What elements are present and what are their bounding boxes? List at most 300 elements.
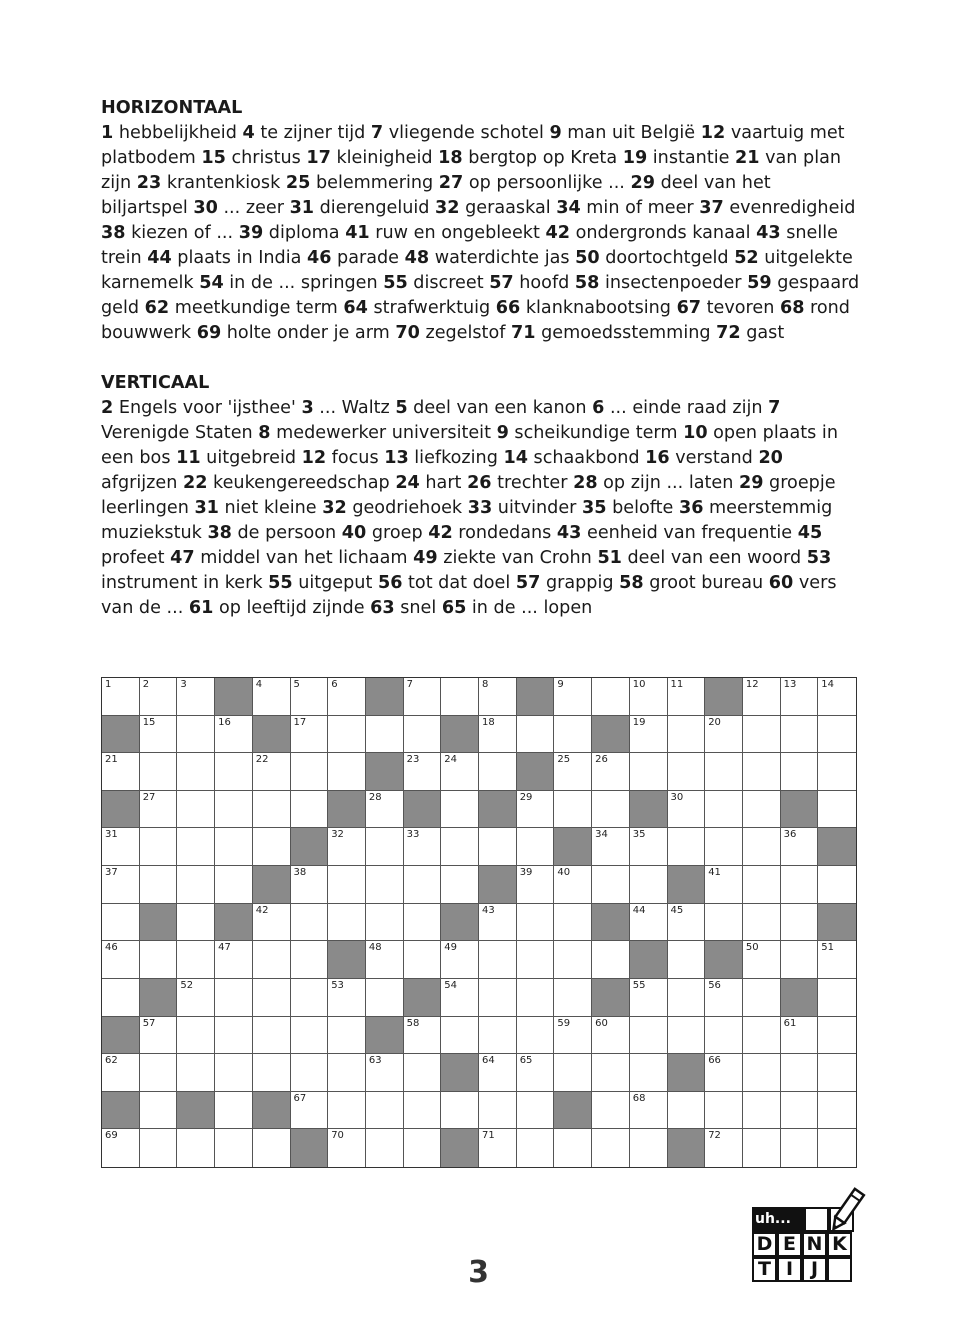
grid-cell[interactable]	[479, 979, 517, 1017]
grid-cell[interactable]	[743, 716, 781, 754]
clue-text: Engels voor 'ijsthee'	[118, 398, 296, 418]
clue-text: focus	[331, 448, 379, 468]
grid-cell[interactable]	[743, 828, 781, 866]
black-cell	[366, 753, 404, 791]
grid-cell[interactable]	[705, 753, 743, 791]
clue-text: vaartuig met platbodem	[101, 123, 845, 168]
clue-number: 32	[322, 498, 347, 518]
clue-text: deel van een kanon	[413, 398, 587, 418]
black-cell	[102, 1017, 140, 1055]
grid-cell[interactable]	[366, 979, 404, 1017]
grid-cell[interactable]	[554, 941, 592, 979]
grid-cell[interactable]	[818, 1017, 856, 1055]
grid-cell[interactable]	[517, 866, 555, 904]
grid-cell[interactable]	[781, 866, 819, 904]
grid-cell[interactable]	[517, 904, 555, 942]
grid-cell[interactable]	[705, 791, 743, 829]
clue-number: 1	[101, 123, 114, 143]
logo-letter: J	[802, 1257, 827, 1282]
logo-letter: N	[802, 1232, 827, 1257]
grid-cell[interactable]	[140, 753, 178, 791]
grid-cell[interactable]	[554, 866, 592, 904]
clue-number: 25	[285, 173, 311, 193]
grid-cell[interactable]	[177, 716, 215, 754]
black-cell	[215, 678, 253, 716]
grid-cell[interactable]	[441, 1017, 479, 1055]
cell-number: 70	[331, 1130, 344, 1142]
clue-number: 10	[683, 423, 708, 443]
grid-cell[interactable]	[743, 1017, 781, 1055]
grid-cell[interactable]	[102, 979, 140, 1017]
clue-number: 28	[573, 473, 598, 493]
grid-cell[interactable]	[630, 678, 668, 716]
grid-cell[interactable]	[177, 828, 215, 866]
grid-cell[interactable]	[404, 753, 442, 791]
grid-cell[interactable]	[781, 716, 819, 754]
grid-cell[interactable]	[215, 1129, 253, 1167]
grid-cell[interactable]	[554, 1017, 592, 1055]
grid-cell[interactable]	[215, 866, 253, 904]
grid-cell[interactable]	[818, 979, 856, 1017]
grid-cell[interactable]	[479, 678, 517, 716]
grid-cell[interactable]	[668, 828, 706, 866]
grid-cell[interactable]	[328, 1054, 366, 1092]
grid-cell[interactable]	[630, 979, 668, 1017]
grid-cell[interactable]	[781, 753, 819, 791]
grid-cell[interactable]	[140, 828, 178, 866]
cell-number: 37	[105, 867, 118, 879]
clue-number: 6	[592, 398, 605, 418]
grid-cell[interactable]	[668, 904, 706, 942]
grid-cell[interactable]	[592, 1129, 630, 1167]
grid-cell[interactable]	[668, 753, 706, 791]
clue-text: ... Waltz	[319, 398, 390, 418]
grid-cell[interactable]	[705, 979, 743, 1017]
grid-cell[interactable]	[215, 1092, 253, 1130]
grid-cell[interactable]	[517, 828, 555, 866]
cell-number: 62	[105, 1055, 118, 1067]
grid-cell[interactable]	[253, 828, 291, 866]
clue-text: van plan zijn	[101, 148, 842, 193]
grid-cell[interactable]	[705, 1054, 743, 1092]
clue-text: uitvinder	[497, 498, 577, 518]
grid-cell[interactable]	[177, 941, 215, 979]
grid-cell[interactable]	[441, 866, 479, 904]
clue-number: 26	[467, 473, 492, 493]
grid-cell[interactable]	[479, 1054, 517, 1092]
grid-cell[interactable]	[668, 678, 706, 716]
clue-text: instrument in kerk	[101, 573, 263, 593]
grid-cell[interactable]	[366, 1092, 404, 1130]
grid-cell[interactable]	[177, 753, 215, 791]
grid-cell[interactable]	[366, 791, 404, 829]
clue-number: 27	[438, 173, 464, 193]
clue-text: groot bureau	[649, 573, 764, 593]
black-cell	[592, 716, 630, 754]
clue-text: gespaard geld	[101, 273, 860, 318]
grid-cell[interactable]	[554, 1129, 592, 1167]
clue-text: discreet	[413, 273, 484, 293]
grid-cell[interactable]	[818, 791, 856, 829]
black-cell	[441, 904, 479, 942]
grid-cell[interactable]	[781, 1129, 819, 1167]
grid-cell[interactable]	[215, 1054, 253, 1092]
clue-text: op persoonlijke ...	[468, 173, 625, 193]
grid-cell[interactable]	[177, 866, 215, 904]
logo-blank-box	[827, 1257, 852, 1282]
grid-cell[interactable]	[781, 904, 819, 942]
horizontal-clue-list	[101, 121, 861, 346]
black-cell	[404, 979, 442, 1017]
grid-cell[interactable]	[479, 1092, 517, 1130]
grid-cell[interactable]	[291, 866, 329, 904]
grid-cell[interactable]	[705, 1129, 743, 1167]
grid-cell[interactable]	[291, 904, 329, 942]
grid-cell[interactable]	[441, 791, 479, 829]
grid-cell[interactable]	[441, 1092, 479, 1130]
grid-cell[interactable]	[404, 1092, 442, 1130]
grid-cell[interactable]	[253, 904, 291, 942]
grid-cell[interactable]	[781, 828, 819, 866]
grid-cell[interactable]	[404, 1017, 442, 1055]
clue-number: 29	[630, 173, 655, 193]
grid-cell[interactable]	[517, 1129, 555, 1167]
grid-cell[interactable]	[291, 941, 329, 979]
grid-cell[interactable]	[743, 904, 781, 942]
grid-cell[interactable]	[592, 1054, 630, 1092]
grid-cell[interactable]	[479, 904, 517, 942]
clue-number: 24	[395, 473, 420, 493]
grid-cell[interactable]	[743, 791, 781, 829]
grid-cell[interactable]	[592, 791, 630, 829]
grid-cell[interactable]	[630, 753, 668, 791]
cell-number: 64	[482, 1055, 495, 1067]
grid-cell[interactable]	[404, 941, 442, 979]
grid-cell[interactable]	[781, 678, 819, 716]
clue-text: ruw en ongebleekt	[375, 223, 540, 243]
grid-cell[interactable]	[140, 1092, 178, 1130]
grid-cell[interactable]	[291, 753, 329, 791]
grid-cell[interactable]	[517, 1092, 555, 1130]
clue-text: in de ... lopen	[471, 598, 593, 618]
clue-number: 72	[716, 323, 741, 343]
grid-cell[interactable]	[102, 678, 140, 716]
clue-number: 33	[467, 498, 493, 518]
grid-cell[interactable]	[291, 979, 329, 1017]
grid-cell[interactable]	[328, 1017, 366, 1055]
grid-cell[interactable]	[554, 1054, 592, 1092]
grid-cell[interactable]	[328, 1092, 366, 1130]
grid-cell[interactable]	[668, 716, 706, 754]
grid-cell[interactable]	[554, 791, 592, 829]
grid-cell[interactable]	[291, 1092, 329, 1130]
grid-cell[interactable]	[630, 1129, 668, 1167]
grid-cell[interactable]	[781, 1017, 819, 1055]
grid-cell[interactable]	[818, 678, 856, 716]
grid-cell[interactable]	[140, 1054, 178, 1092]
grid-cell[interactable]	[818, 1054, 856, 1092]
grid-cell[interactable]	[705, 866, 743, 904]
clue-number: 54	[199, 273, 224, 293]
grid-cell[interactable]	[328, 828, 366, 866]
grid-cell[interactable]	[781, 1092, 819, 1130]
clue-text: uitgelekte karnemelk	[101, 248, 853, 293]
grid-cell[interactable]	[743, 753, 781, 791]
black-cell	[328, 791, 366, 829]
grid-cell[interactable]	[554, 753, 592, 791]
grid-cell[interactable]	[253, 1017, 291, 1055]
grid-cell[interactable]	[140, 678, 178, 716]
clue-text: waterdichte jas	[434, 248, 570, 268]
clue-number: 31	[194, 498, 219, 518]
grid-cell[interactable]	[705, 1017, 743, 1055]
clue-text: plaats in India	[177, 248, 302, 268]
grid-cell[interactable]	[366, 904, 404, 942]
grid-cell[interactable]	[441, 828, 479, 866]
grid-cell[interactable]	[291, 1017, 329, 1055]
grid-cell[interactable]	[215, 716, 253, 754]
grid-cell[interactable]	[630, 866, 668, 904]
grid-cell[interactable]	[291, 791, 329, 829]
grid-cell[interactable]	[328, 716, 366, 754]
grid-cell[interactable]	[592, 1017, 630, 1055]
grid-cell[interactable]	[177, 979, 215, 1017]
clue-text: trechter	[497, 473, 568, 493]
grid-cell[interactable]	[705, 904, 743, 942]
grid-cell[interactable]	[404, 716, 442, 754]
grid-cell[interactable]	[441, 941, 479, 979]
grid-cell[interactable]	[781, 941, 819, 979]
grid-cell[interactable]	[140, 866, 178, 904]
grid-cell[interactable]	[705, 1092, 743, 1130]
grid-cell[interactable]	[328, 866, 366, 904]
grid-cell[interactable]	[441, 979, 479, 1017]
grid-cell[interactable]	[404, 904, 442, 942]
grid-cell[interactable]	[818, 941, 856, 979]
grid-cell[interactable]	[328, 979, 366, 1017]
grid-cell[interactable]	[554, 904, 592, 942]
grid-cell[interactable]	[630, 904, 668, 942]
grid-cell[interactable]	[592, 828, 630, 866]
black-cell	[554, 828, 592, 866]
grid-cell[interactable]	[441, 678, 479, 716]
grid-cell[interactable]	[177, 904, 215, 942]
cell-number: 6	[331, 679, 338, 690]
black-cell	[441, 1054, 479, 1092]
grid-cell[interactable]	[102, 1054, 140, 1092]
grid-cell[interactable]	[366, 1054, 404, 1092]
grid-cell[interactable]	[743, 1054, 781, 1092]
grid-cell[interactable]	[291, 716, 329, 754]
grid-cell[interactable]	[743, 941, 781, 979]
grid-cell[interactable]	[140, 716, 178, 754]
grid-cell[interactable]	[517, 716, 555, 754]
clue-text: insectenpoeder	[604, 273, 742, 293]
grid-cell[interactable]	[668, 791, 706, 829]
clue-number: 42	[428, 523, 453, 543]
grid-cell[interactable]	[253, 1054, 291, 1092]
grid-cell[interactable]	[705, 828, 743, 866]
logo-letter: D	[752, 1232, 777, 1257]
grid-cell[interactable]	[743, 1092, 781, 1130]
grid-cell[interactable]	[215, 753, 253, 791]
black-cell	[668, 1054, 706, 1092]
black-cell	[253, 866, 291, 904]
grid-cell[interactable]	[404, 1054, 442, 1092]
grid-cell[interactable]	[592, 678, 630, 716]
black-cell	[102, 716, 140, 754]
grid-cell[interactable]	[366, 1129, 404, 1167]
grid-cell[interactable]	[479, 941, 517, 979]
grid-cell[interactable]	[818, 1092, 856, 1130]
clue-number: 42	[545, 223, 570, 243]
grid-cell[interactable]	[630, 1092, 668, 1130]
grid-cell[interactable]	[668, 941, 706, 979]
clue-number: 21	[735, 148, 760, 168]
grid-cell[interactable]	[554, 716, 592, 754]
clue-number: 64	[343, 298, 368, 318]
grid-cell[interactable]	[215, 979, 253, 1017]
grid-cell[interactable]	[479, 1129, 517, 1167]
black-cell	[253, 716, 291, 754]
grid-cell[interactable]	[743, 678, 781, 716]
cell-number: 1	[105, 679, 112, 690]
grid-cell[interactable]	[592, 1092, 630, 1130]
cell-number: 22	[255, 754, 269, 766]
grid-cell[interactable]	[818, 1129, 856, 1167]
grid-cell[interactable]	[140, 1129, 178, 1167]
grid-cell[interactable]	[781, 1054, 819, 1092]
grid-cell[interactable]	[215, 791, 253, 829]
clue-number: 55	[268, 573, 293, 593]
grid-cell[interactable]	[177, 1017, 215, 1055]
grid-cell[interactable]	[818, 866, 856, 904]
grid-cell[interactable]	[366, 828, 404, 866]
black-cell	[328, 941, 366, 979]
grid-cell[interactable]	[743, 979, 781, 1017]
grid-cell[interactable]	[102, 904, 140, 942]
grid-cell[interactable]	[404, 678, 442, 716]
grid-cell[interactable]	[140, 1017, 178, 1055]
clue-text: grappig	[545, 573, 614, 593]
grid-cell[interactable]	[215, 828, 253, 866]
grid-cell[interactable]	[517, 1054, 555, 1092]
grid-cell[interactable]	[479, 716, 517, 754]
grid-cell[interactable]	[102, 753, 140, 791]
grid-cell[interactable]	[177, 1129, 215, 1167]
grid-cell[interactable]	[328, 753, 366, 791]
cell-number: 35	[632, 829, 646, 841]
grid-cell[interactable]	[102, 941, 140, 979]
grid-cell[interactable]	[592, 941, 630, 979]
grid-cell[interactable]	[215, 1017, 253, 1055]
grid-cell[interactable]	[668, 1092, 706, 1130]
grid-cell[interactable]	[592, 866, 630, 904]
grid-cell[interactable]	[177, 1054, 215, 1092]
grid-cell[interactable]	[705, 716, 743, 754]
vertical-clue-list	[101, 396, 861, 621]
grid-cell[interactable]	[630, 828, 668, 866]
cell-number: 31	[105, 829, 118, 841]
grid-cell[interactable]	[479, 1017, 517, 1055]
grid-cell[interactable]	[479, 753, 517, 791]
grid-cell[interactable]	[253, 1129, 291, 1167]
clue-text: middel van het lichaam	[200, 548, 408, 568]
grid-cell[interactable]	[517, 941, 555, 979]
cell-number: 36	[783, 829, 797, 841]
grid-cell[interactable]	[592, 753, 630, 791]
clue-text: in de ... springen	[229, 273, 378, 293]
grid-cell[interactable]	[818, 716, 856, 754]
grid-cell[interactable]	[554, 979, 592, 1017]
grid-cell[interactable]	[253, 941, 291, 979]
cell-number: 48	[368, 942, 382, 954]
grid-cell[interactable]	[668, 1017, 706, 1055]
clue-number: 62	[144, 298, 170, 318]
grid-cell[interactable]	[517, 791, 555, 829]
grid-cell[interactable]	[404, 828, 442, 866]
grid-cell[interactable]	[743, 866, 781, 904]
grid-cell[interactable]	[177, 678, 215, 716]
grid-cell[interactable]	[668, 979, 706, 1017]
cell-number: 19	[632, 716, 646, 728]
grid-cell[interactable]	[517, 1017, 555, 1055]
clue-text: verstand	[675, 448, 753, 468]
cell-number: 50	[745, 942, 759, 954]
grid-cell[interactable]	[291, 1054, 329, 1092]
grid-cell[interactable]	[140, 791, 178, 829]
grid-cell[interactable]	[291, 678, 329, 716]
grid-cell[interactable]	[479, 828, 517, 866]
black-cell	[592, 979, 630, 1017]
grid-cell[interactable]	[554, 678, 592, 716]
grid-cell[interactable]	[630, 1017, 668, 1055]
horizontal-heading: HORIZONTAAL	[101, 98, 243, 118]
grid-cell[interactable]	[517, 979, 555, 1017]
grid-cell[interactable]	[215, 941, 253, 979]
grid-cell[interactable]	[102, 1129, 140, 1167]
grid-cell[interactable]	[328, 678, 366, 716]
grid-cell[interactable]	[253, 678, 291, 716]
grid-cell[interactable]	[366, 716, 404, 754]
clue-text: parade	[337, 248, 400, 268]
grid-cell[interactable]	[177, 791, 215, 829]
grid-cell[interactable]	[366, 941, 404, 979]
grid-cell[interactable]	[441, 753, 479, 791]
logo-letter: K	[827, 1232, 852, 1257]
grid-cell[interactable]	[140, 941, 178, 979]
clue-text: vers van de ...	[101, 573, 837, 618]
grid-cell[interactable]	[630, 1054, 668, 1092]
grid-cell[interactable]	[404, 866, 442, 904]
grid-cell[interactable]	[630, 716, 668, 754]
grid-cell[interactable]	[366, 866, 404, 904]
grid-cell[interactable]	[253, 791, 291, 829]
grid-cell[interactable]	[253, 753, 291, 791]
grid-cell[interactable]	[253, 979, 291, 1017]
cell-number: 20	[708, 716, 721, 728]
grid-cell[interactable]	[743, 1129, 781, 1167]
grid-cell[interactable]	[102, 866, 140, 904]
grid-cell[interactable]	[328, 1129, 366, 1167]
clue-text: christus	[231, 148, 301, 168]
grid-cell[interactable]	[102, 828, 140, 866]
cell-number: 12	[745, 679, 759, 690]
cell-number: 9	[557, 679, 564, 690]
grid-cell[interactable]	[328, 904, 366, 942]
grid-cell[interactable]	[818, 753, 856, 791]
grid-cell[interactable]	[404, 1129, 442, 1167]
